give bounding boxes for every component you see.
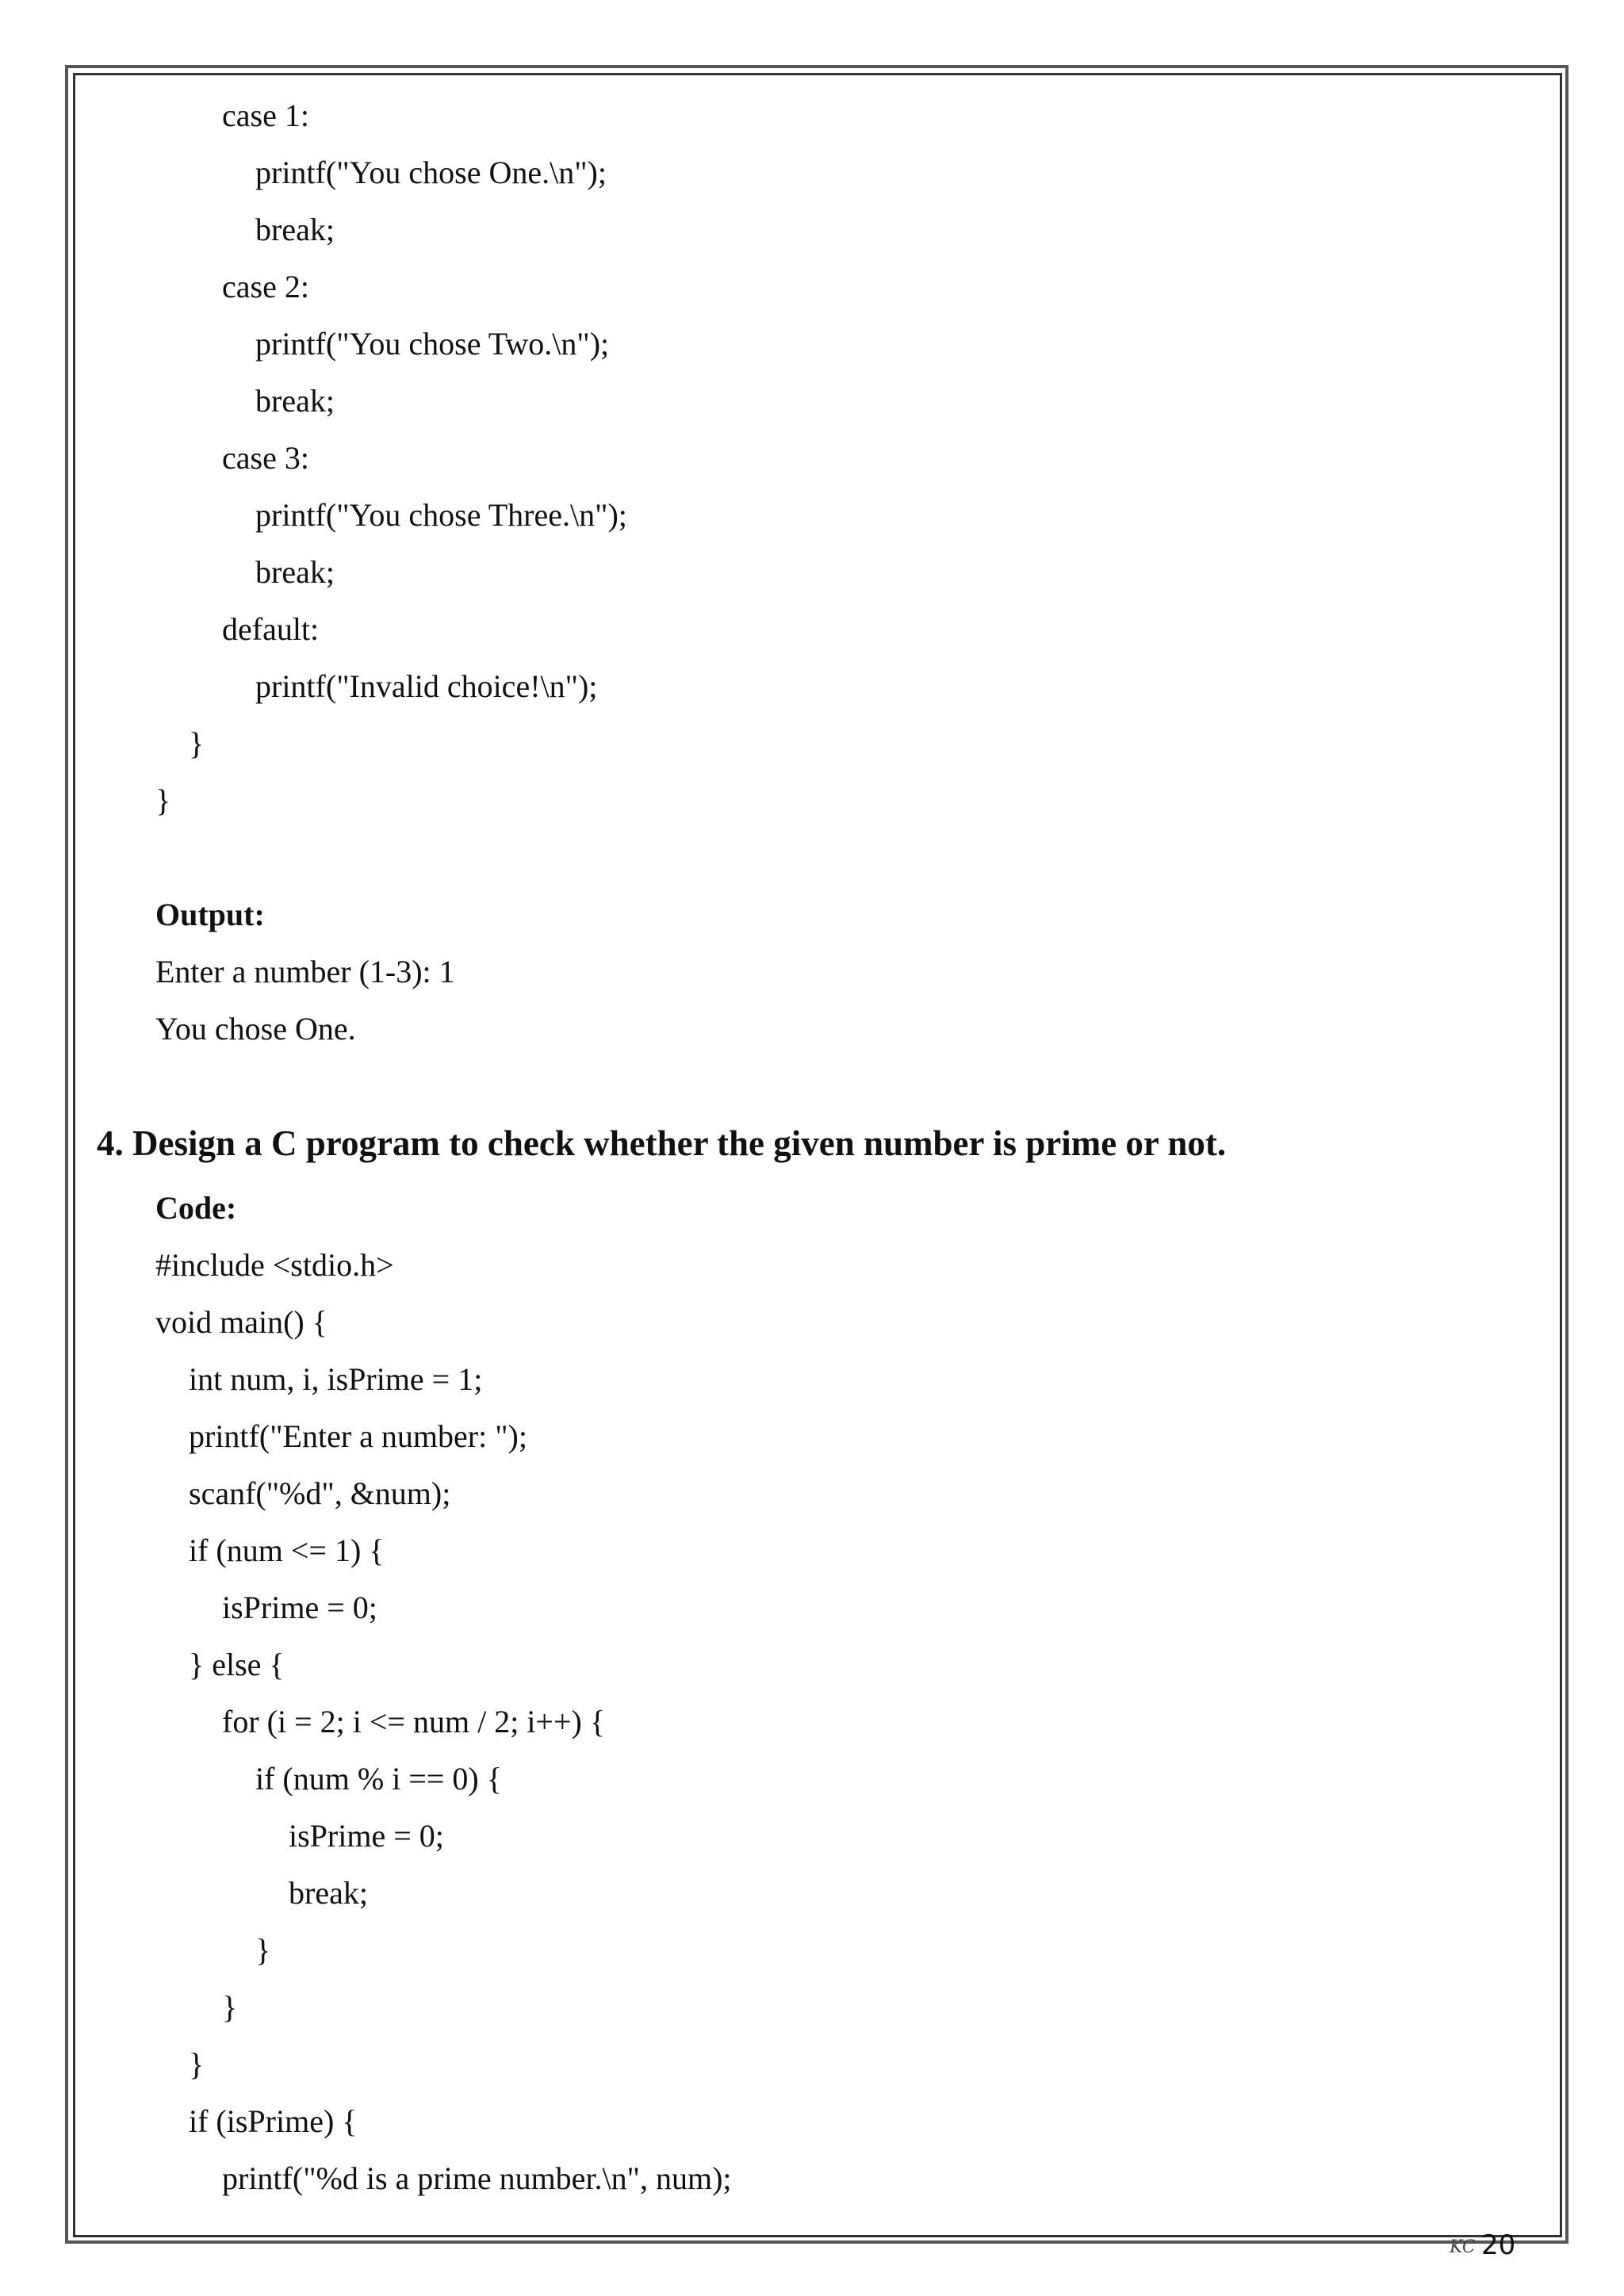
code-line: printf("You chose Three.\n"); — [255, 497, 627, 533]
code-line: break; — [289, 1875, 368, 1911]
code-line: } — [155, 783, 171, 818]
code-line: scanf("%d", &num); — [189, 1475, 451, 1511]
code-line: default: — [222, 611, 320, 647]
code-line: break; — [255, 554, 335, 590]
code-line: break; — [255, 212, 335, 247]
code-line: printf("You chose Two.\n"); — [255, 326, 610, 362]
page-number: 20 — [1481, 2229, 1516, 2261]
code-line: case 1: — [222, 98, 309, 133]
code-line: printf("Invalid choice!\n"); — [255, 668, 598, 704]
code-line: for (i = 2; i <= num / 2; i++) { — [222, 1704, 606, 1739]
code-line: if (isPrime) { — [189, 2103, 358, 2139]
code-line: case 3: — [222, 440, 309, 476]
output-line: You chose One. — [155, 1011, 356, 1047]
code-line: isPrime = 0; — [222, 1590, 377, 1625]
code-line: } — [189, 725, 205, 761]
code-label: Code: — [155, 1190, 237, 1226]
code-line: } — [255, 1932, 271, 1968]
code-line: isPrime = 0; — [289, 1818, 444, 1854]
code-line: void main() { — [155, 1304, 327, 1340]
code-line: if (num % i == 0) { — [255, 1761, 502, 1797]
code-line: } — [222, 1989, 238, 2025]
question-heading: 4. Design a C program to check whether the given number is prime or not. — [97, 1123, 1227, 1163]
code-line: int num, i, isPrime = 1; — [189, 1361, 483, 1397]
code-line: case 2: — [222, 269, 309, 304]
code-line: if (num <= 1) { — [189, 1533, 385, 1568]
output-label: Output: — [155, 897, 265, 932]
code-line: printf("You chose One.\n"); — [255, 155, 607, 190]
output-line: Enter a number (1-3): 1 — [155, 954, 455, 989]
code-line: } — [189, 2046, 205, 2082]
code-line: printf("%d is a prime number.\n", num); — [222, 2160, 732, 2196]
code-line: printf("Enter a number: "); — [189, 1418, 527, 1454]
code-line: #include <stdio.h> — [155, 1247, 394, 1283]
code-line: } else { — [189, 1647, 285, 1682]
footer-logo: KC — [1450, 2237, 1476, 2257]
code-line: break; — [255, 383, 335, 419]
